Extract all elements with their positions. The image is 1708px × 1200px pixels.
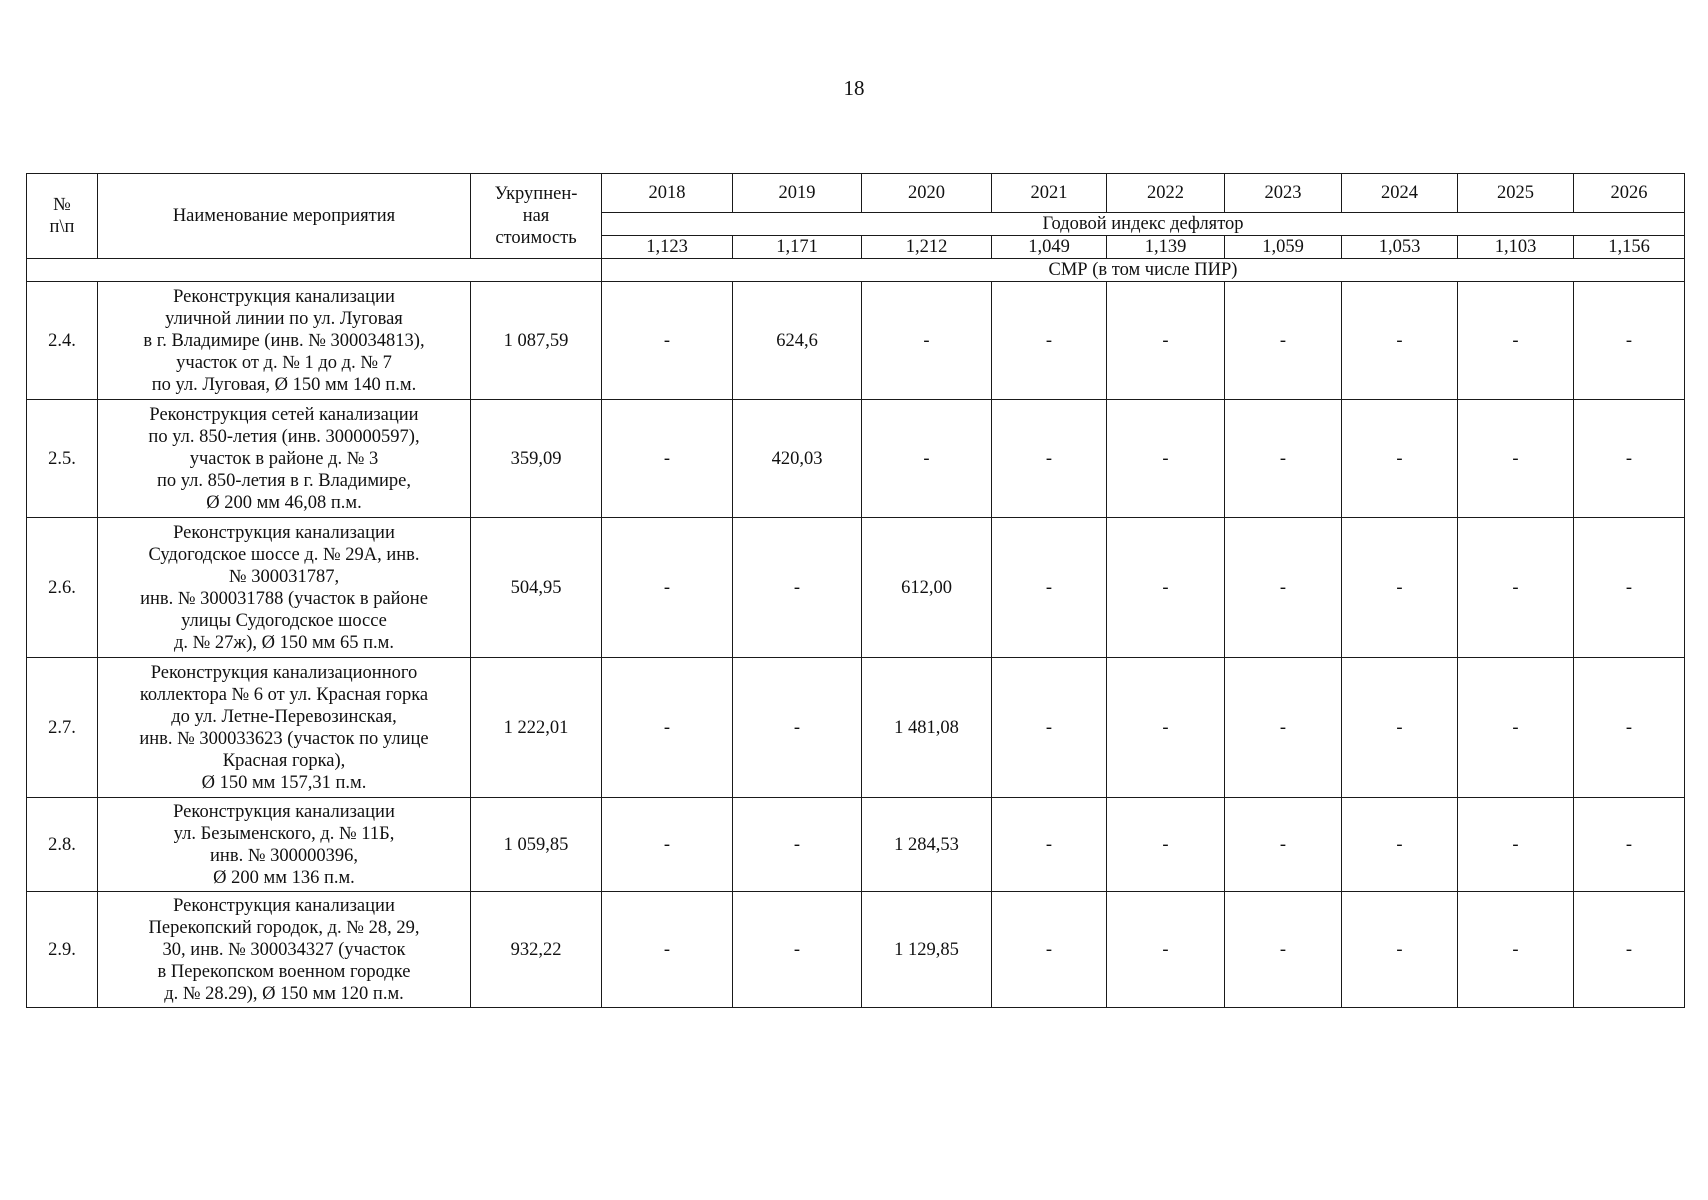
row-value: - (1342, 658, 1458, 798)
row-value: - (1342, 282, 1458, 400)
row-name: Реконструкция сетей канализации по ул. 850-летия (инв. 300000597), участок в районе д. № 3 по ул. 850-летия в г. Владимире, Ø 200 мм 46,08 п.м. (98, 400, 471, 518)
table-row (27, 658, 1685, 798)
row-value: - (1225, 892, 1342, 1008)
row-value: 1 481,08 (862, 658, 992, 798)
header-year: 2023 (1225, 174, 1342, 213)
row-cost: 1 222,01 (471, 658, 602, 798)
row-value: - (1574, 798, 1685, 892)
header-year: 2019 (733, 174, 862, 213)
row-number: 2.7. (27, 658, 98, 798)
header-deflator: 1,139 (1107, 236, 1225, 259)
row-value: - (602, 400, 733, 518)
row-value: - (1458, 400, 1574, 518)
table-body (27, 282, 1685, 1008)
row-value: - (1574, 892, 1685, 1008)
row-value: - (733, 798, 862, 892)
header-year: 2021 (992, 174, 1107, 213)
row-value: - (992, 892, 1107, 1008)
header-num: № п\п (27, 174, 98, 259)
row-number: 2.9. (27, 892, 98, 1008)
table-row (27, 282, 1685, 400)
table-row (27, 892, 1685, 1008)
row-value: - (602, 658, 733, 798)
row-number: 2.6. (27, 518, 98, 658)
row-value: - (1107, 658, 1225, 798)
row-value: - (1458, 798, 1574, 892)
row-value: - (1225, 798, 1342, 892)
row-value: - (1342, 518, 1458, 658)
row-value: - (1107, 400, 1225, 518)
row-cost: 1 087,59 (471, 282, 602, 400)
row-value: - (1574, 400, 1685, 518)
row-name: Реконструкция канализации ул. Безыменского, д. № 11Б, инв. № 300000396, Ø 200 мм 136 п.м. (98, 798, 471, 892)
table-row (27, 518, 1685, 658)
row-value: - (862, 400, 992, 518)
row-value: - (1225, 282, 1342, 400)
row-cost: 1 059,85 (471, 798, 602, 892)
row-value: 612,00 (862, 518, 992, 658)
row-number: 2.4. (27, 282, 98, 400)
header-deflator: 1,123 (602, 236, 733, 259)
row-value: - (1225, 658, 1342, 798)
row-value: - (992, 518, 1107, 658)
row-value: - (862, 282, 992, 400)
header-deflator: 1,156 (1574, 236, 1685, 259)
header-year: 2024 (1342, 174, 1458, 213)
header-year: 2020 (862, 174, 992, 213)
row-value: - (733, 658, 862, 798)
row-value: - (1574, 518, 1685, 658)
row-value: - (1107, 892, 1225, 1008)
row-cost: 504,95 (471, 518, 602, 658)
row-value: - (992, 798, 1107, 892)
row-value: - (1225, 518, 1342, 658)
header-deflator: 1,053 (1342, 236, 1458, 259)
row-value: - (1107, 518, 1225, 658)
row-value: - (602, 892, 733, 1008)
header-year: 2022 (1107, 174, 1225, 213)
row-value: - (992, 282, 1107, 400)
header-row-years (27, 174, 1685, 213)
row-value: - (1107, 282, 1225, 400)
row-value: - (1574, 658, 1685, 798)
row-value: - (1458, 282, 1574, 400)
header-deflator: 1,059 (1225, 236, 1342, 259)
header-deflator: 1,212 (862, 236, 992, 259)
header-deflator: 1,103 (1458, 236, 1574, 259)
row-value: - (1107, 798, 1225, 892)
row-name: Реконструкция канализационного коллектора № 6 от ул. Красная горка до ул. Летне-Перевозинская, инв. № 300033623 (участок по улице Красная горка), Ø 150 мм 157,31 п.м. (98, 658, 471, 798)
row-value: 1 284,53 (862, 798, 992, 892)
header-year: 2018 (602, 174, 733, 213)
header-year: 2025 (1458, 174, 1574, 213)
header-smr-label: СМР (в том числе ПИР) (602, 259, 1685, 282)
row-name: Реконструкция канализации уличной линии по ул. Луговая в г. Владимире (инв. № 300034813), участок от д. № 1 до д. № 7 по ул. Луговая, Ø 150 мм 140 п.м. (98, 282, 471, 400)
row-value: - (602, 282, 733, 400)
row-value: - (602, 798, 733, 892)
row-value: - (1225, 400, 1342, 518)
header-year: 2026 (1574, 174, 1685, 213)
row-value: - (1458, 892, 1574, 1008)
table-row (27, 798, 1685, 892)
row-value: 1 129,85 (862, 892, 992, 1008)
row-value: - (992, 400, 1107, 518)
row-value: - (1342, 798, 1458, 892)
row-value: - (992, 658, 1107, 798)
row-value: - (733, 892, 862, 1008)
header-deflator: 1,171 (733, 236, 862, 259)
row-cost: 932,22 (471, 892, 602, 1008)
row-number: 2.8. (27, 798, 98, 892)
row-value: 624,6 (733, 282, 862, 400)
row-name: Реконструкция канализации Перекопский городок, д. № 28, 29, 30, инв. № 300034327 (участок в Перекопском военном городке д. № 28.29), Ø 150 мм 120 п.м. (98, 892, 471, 1008)
header-deflator-label: Годовой индекс дефлятор (602, 213, 1685, 236)
row-value: - (1458, 518, 1574, 658)
row-number: 2.5. (27, 400, 98, 518)
header-spacer (27, 259, 602, 282)
header-deflator: 1,049 (992, 236, 1107, 259)
row-value: - (1342, 892, 1458, 1008)
row-value: - (1574, 282, 1685, 400)
header-row-smr (27, 259, 1685, 282)
row-value: 420,03 (733, 400, 862, 518)
row-cost: 359,09 (471, 400, 602, 518)
table-row (27, 400, 1685, 518)
header-name: Наименование мероприятия (98, 174, 471, 259)
investment-table (26, 173, 1685, 1008)
row-value: - (733, 518, 862, 658)
page-number: 18 (843, 76, 865, 100)
row-name: Реконструкция канализации Судогодское шоссе д. № 29А, инв. № 300031787, инв. № 300031788 (участок в районе улицы Судогодское шоссе д. № 27ж), Ø 150 мм 65 п.м. (98, 518, 471, 658)
header-cost: Укрупнен- ная стоимость (471, 174, 602, 259)
row-value: - (1458, 658, 1574, 798)
row-value: - (1342, 400, 1458, 518)
row-value: - (602, 518, 733, 658)
